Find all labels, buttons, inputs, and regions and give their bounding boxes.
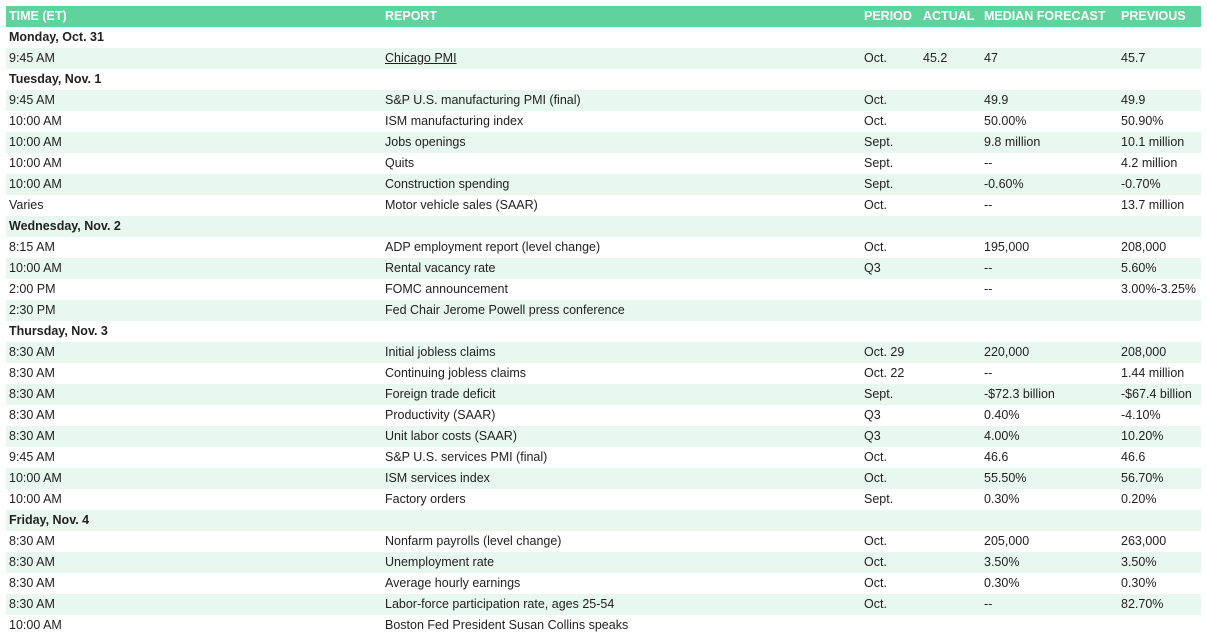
cell-time: 10:00 AM <box>9 177 62 191</box>
cell-report: ISM services index <box>385 471 490 485</box>
header-time: TIME (ET) <box>9 9 67 23</box>
cell-previous: 4.2 million <box>1121 156 1178 170</box>
cell-median-forecast: 3.50% <box>984 555 1020 569</box>
table-row <box>6 237 1201 258</box>
table-row <box>6 405 1201 426</box>
cell-report: ADP employment report (level change) <box>385 240 601 254</box>
cell-report: Factory orders <box>385 492 466 506</box>
cell-time: 2:30 PM <box>9 303 56 317</box>
cell-median-forecast: -- <box>984 261 993 275</box>
cell-median-forecast: 205,000 <box>984 534 1030 548</box>
table-row <box>6 594 1201 615</box>
table-row <box>6 489 1201 510</box>
table-row <box>6 447 1201 468</box>
cell-previous: 56.70% <box>1121 471 1164 485</box>
cell-period: Q3 <box>864 429 881 443</box>
cell-previous: 10.1 million <box>1121 135 1185 149</box>
cell-previous: 5.60% <box>1121 261 1157 275</box>
cell-period: Oct. <box>864 240 887 254</box>
cell-previous: -4.10% <box>1121 408 1161 422</box>
cell-period: Sept. <box>864 492 894 506</box>
day-header-row <box>6 27 1201 48</box>
cell-period: Sept. <box>864 387 894 401</box>
cell-time: 8:15 AM <box>9 240 55 254</box>
cell-time: 8:30 AM <box>9 366 55 380</box>
cell-time: 9:45 AM <box>9 450 55 464</box>
cell-median-forecast: 9.8 million <box>984 135 1041 149</box>
cell-median-forecast: -- <box>984 366 993 380</box>
cell-report: Foreign trade deficit <box>385 387 496 401</box>
table-row <box>6 279 1201 300</box>
table-row <box>6 552 1201 573</box>
cell-time: 2:00 PM <box>9 282 56 296</box>
cell-previous: 0.20% <box>1121 492 1157 506</box>
cell-previous: 1.44 million <box>1121 366 1185 380</box>
cell-report: Average hourly earnings <box>385 576 521 590</box>
cell-previous: 82.70% <box>1121 597 1164 611</box>
cell-period: Sept. <box>864 135 894 149</box>
cell-previous: 46.6 <box>1121 450 1146 464</box>
table-row <box>6 384 1201 405</box>
cell-previous: -$67.4 billion <box>1121 387 1192 401</box>
table-row <box>6 48 1201 69</box>
cell-time: 8:30 AM <box>9 408 55 422</box>
cell-time: 8:30 AM <box>9 387 55 401</box>
cell-period: Oct. <box>864 198 887 212</box>
cell-period: Oct. <box>864 450 887 464</box>
table-row <box>6 342 1201 363</box>
table-row <box>6 531 1201 552</box>
cell-report: Boston Fed President Susan Collins speaks <box>385 618 629 632</box>
cell-previous: 49.9 <box>1121 93 1146 107</box>
cell-median-forecast: 195,000 <box>984 240 1030 254</box>
cell-time: 8:30 AM <box>9 576 55 590</box>
table-row <box>6 174 1201 195</box>
day-header-row <box>6 510 1201 531</box>
cell-report: Nonfarm payrolls (level change) <box>385 534 562 548</box>
cell-period: Oct. <box>864 51 887 65</box>
cell-time: 10:00 AM <box>9 156 62 170</box>
cell-previous: 45.7 <box>1121 51 1146 65</box>
cell-period: Oct. <box>864 114 887 128</box>
cell-period: Q3 <box>864 261 881 275</box>
day-header-row <box>6 321 1201 342</box>
cell-period: Oct. 29 <box>864 345 905 359</box>
cell-time: 8:30 AM <box>9 555 55 569</box>
cell-report: Motor vehicle sales (SAAR) <box>385 198 538 212</box>
table-header <box>6 6 1201 27</box>
cell-median-forecast: 47 <box>984 51 998 65</box>
cell-time: 9:45 AM <box>9 51 55 65</box>
cell-previous: 3.00%-3.25% <box>1121 282 1197 296</box>
cell-period: Oct. <box>864 576 887 590</box>
cell-period: Oct. <box>864 93 887 107</box>
table-row <box>6 573 1201 594</box>
cell-report: Fed Chair Jerome Powell press conference <box>385 303 625 317</box>
cell-previous: 0.30% <box>1121 576 1157 590</box>
day-label: Wednesday, Nov. 2 <box>9 219 121 233</box>
header-actual: ACTUAL <box>923 9 975 23</box>
cell-time: 10:00 AM <box>9 114 62 128</box>
cell-median-forecast: 0.40% <box>984 408 1020 422</box>
day-label: Tuesday, Nov. 1 <box>9 72 102 86</box>
cell-median-forecast: 4.00% <box>984 429 1020 443</box>
cell-period: Sept. <box>864 156 894 170</box>
cell-previous: -0.70% <box>1121 177 1161 191</box>
table-row <box>6 258 1201 279</box>
table-row <box>6 615 1201 636</box>
cell-time: 8:30 AM <box>9 429 55 443</box>
cell-report: Unit labor costs (SAAR) <box>385 429 517 443</box>
cell-median-forecast: 50.00% <box>984 114 1027 128</box>
cell-time: 10:00 AM <box>9 261 62 275</box>
cell-report: Initial jobless claims <box>385 345 496 359</box>
cell-median-forecast: 46.6 <box>984 450 1009 464</box>
cell-report: Rental vacancy rate <box>385 261 496 275</box>
cell-time: 10:00 AM <box>9 618 62 632</box>
header-median-forecast: MEDIAN FORECAST <box>984 9 1106 23</box>
cell-report: Continuing jobless claims <box>385 366 527 380</box>
cell-previous: 13.7 million <box>1121 198 1185 212</box>
cell-time: 9:45 AM <box>9 93 55 107</box>
table-row <box>6 90 1201 111</box>
cell-previous: 3.50% <box>1121 555 1157 569</box>
cell-report: ISM manufacturing index <box>385 114 524 128</box>
cell-previous: 263,000 <box>1121 534 1167 548</box>
day-label: Friday, Nov. 4 <box>9 513 90 527</box>
cell-time: 8:30 AM <box>9 597 55 611</box>
cell-median-forecast: -- <box>984 156 993 170</box>
cell-median-forecast: 220,000 <box>984 345 1030 359</box>
report-link[interactable]: Chicago PMI <box>385 51 457 65</box>
cell-report: S&P U.S. services PMI (final) <box>385 450 548 464</box>
economic-calendar-table <box>6 6 1201 636</box>
table-row <box>6 363 1201 384</box>
cell-median-forecast: -$72.3 billion <box>984 387 1055 401</box>
table-row <box>6 195 1201 216</box>
table-body <box>6 27 1201 636</box>
table-row <box>6 111 1201 132</box>
cell-period: Oct. <box>864 597 887 611</box>
cell-report: Unemployment rate <box>385 555 495 569</box>
cell-period: Oct. <box>864 534 887 548</box>
cell-report: S&P U.S. manufacturing PMI (final) <box>385 93 581 107</box>
header-period: PERIOD <box>864 9 912 23</box>
cell-report: Quits <box>385 156 415 170</box>
cell-period: Oct. <box>864 555 887 569</box>
table-row <box>6 153 1201 174</box>
cell-report: Labor-force participation rate, ages 25-54 <box>385 597 615 611</box>
cell-period: Oct. <box>864 471 887 485</box>
cell-median-forecast: 49.9 <box>984 93 1009 107</box>
cell-median-forecast: -0.60% <box>984 177 1024 191</box>
cell-time: 10:00 AM <box>9 135 62 149</box>
cell-median-forecast: 0.30% <box>984 576 1020 590</box>
cell-time: 8:30 AM <box>9 345 55 359</box>
cell-period: Oct. 22 <box>864 366 905 380</box>
cell-time: 8:30 AM <box>9 534 55 548</box>
day-header-row <box>6 69 1201 90</box>
cell-median-forecast: -- <box>984 198 993 212</box>
cell-previous: 208,000 <box>1121 345 1167 359</box>
cell-time: 10:00 AM <box>9 492 62 506</box>
cell-report: FOMC announcement <box>385 282 508 296</box>
cell-median-forecast: 0.30% <box>984 492 1020 506</box>
cell-period: Q3 <box>864 408 881 422</box>
day-label: Thursday, Nov. 3 <box>9 324 108 338</box>
cell-median-forecast: -- <box>984 597 993 611</box>
cell-time: Varies <box>9 198 44 212</box>
cell-actual: 45.2 <box>923 51 948 65</box>
table-row <box>6 426 1201 447</box>
table-row <box>6 300 1201 321</box>
table-row <box>6 132 1201 153</box>
cell-previous: 208,000 <box>1121 240 1167 254</box>
cell-median-forecast: 55.50% <box>984 471 1027 485</box>
cell-previous: 10.20% <box>1121 429 1164 443</box>
cell-median-forecast: -- <box>984 282 993 296</box>
day-label: Monday, Oct. 31 <box>9 30 104 44</box>
header-report: REPORT <box>385 9 438 23</box>
cell-report: Construction spending <box>385 177 510 191</box>
cell-previous: 50.90% <box>1121 114 1164 128</box>
day-header-row <box>6 216 1201 237</box>
cell-report: Productivity (SAAR) <box>385 408 496 422</box>
header-previous: PREVIOUS <box>1121 9 1186 23</box>
table-row <box>6 468 1201 489</box>
cell-period: Sept. <box>864 177 894 191</box>
cell-time: 10:00 AM <box>9 471 62 485</box>
cell-report: Jobs openings <box>385 135 466 149</box>
